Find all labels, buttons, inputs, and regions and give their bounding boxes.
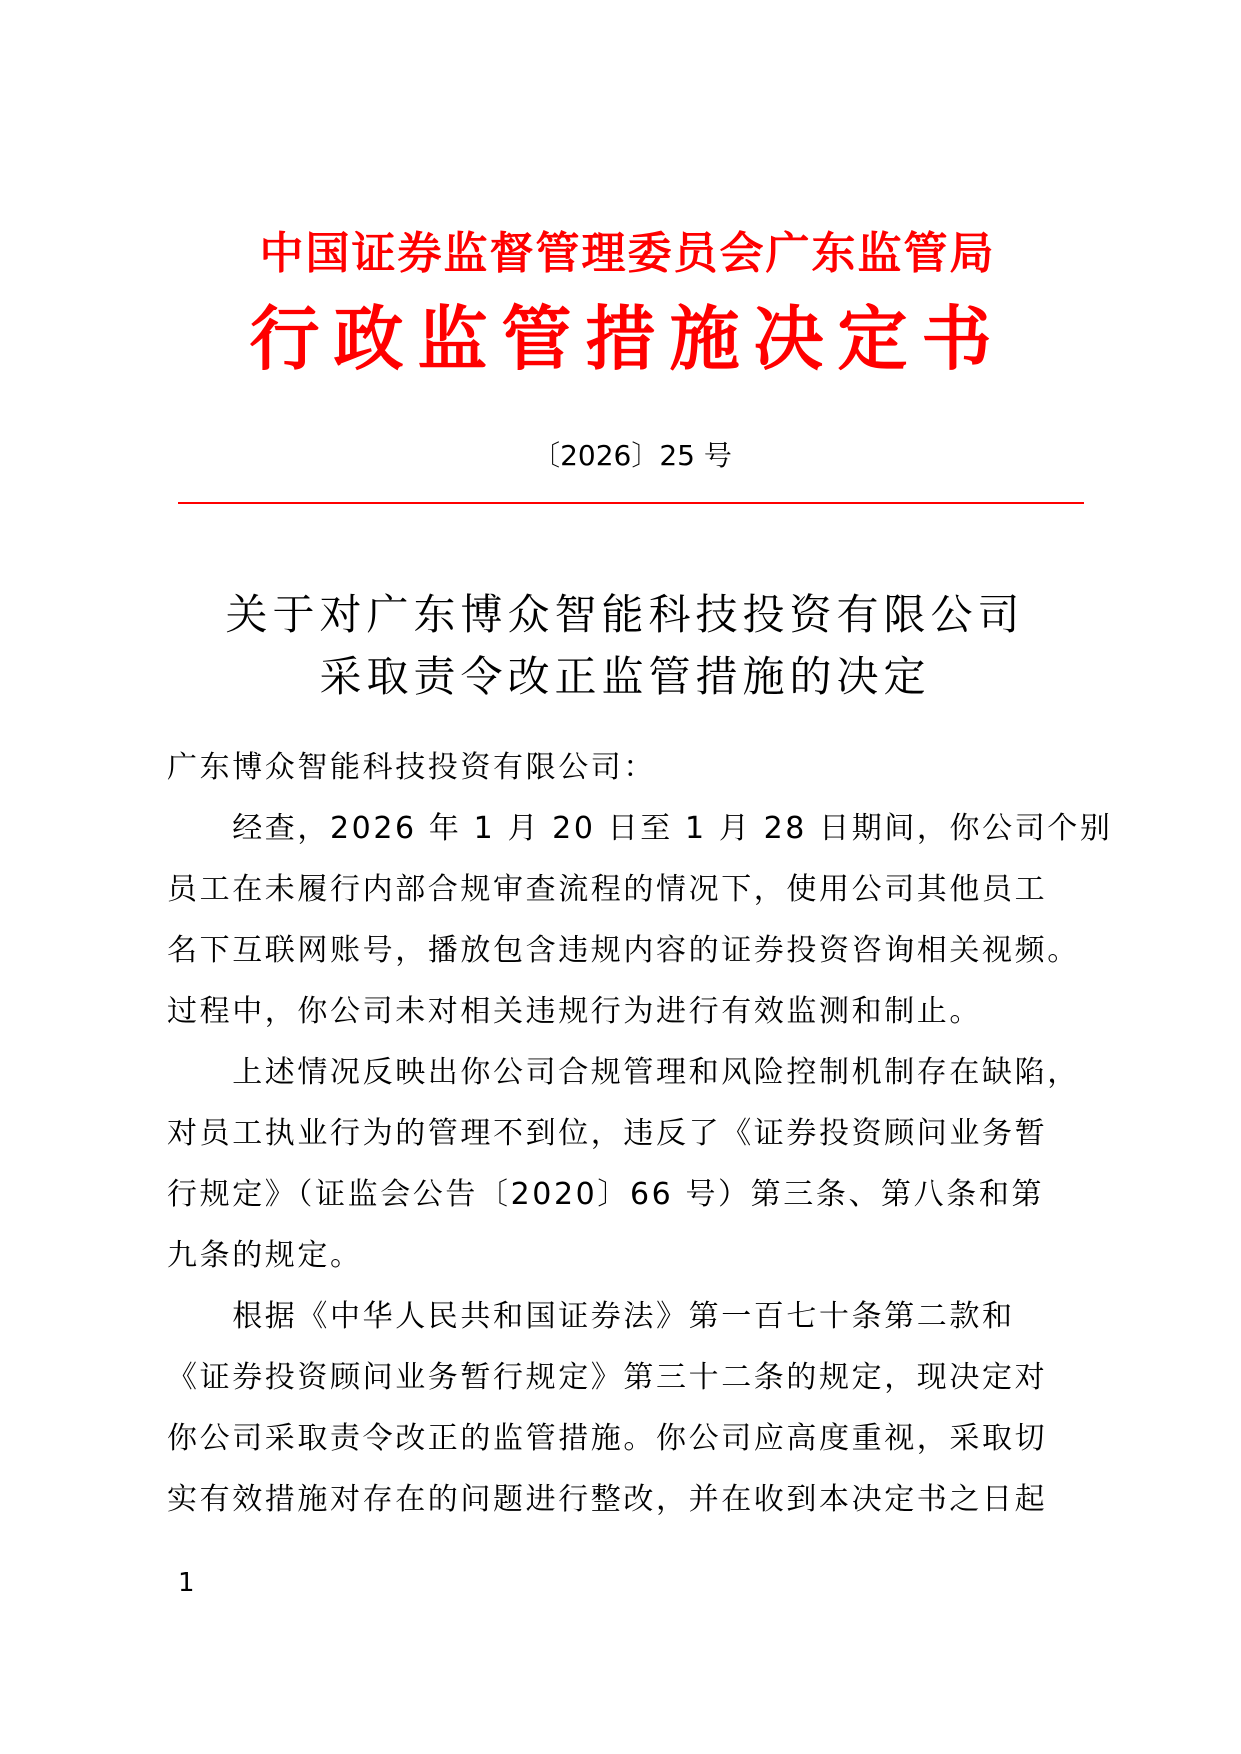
body-line: 经查，2026 年 1 月 20 日至 1 月 28 日期间，你公司个别: [167, 811, 1113, 846]
issuer-title: 中国证券监督管理委员会广东监管局: [259, 228, 996, 279]
subject-title-line-1: 关于对广东博众智能科技投资有限公司: [225, 590, 1025, 639]
body-line: 上述情况反映出你公司合规管理和风险控制机制存在缺陷，: [167, 1055, 1080, 1090]
body-line: 名下互联网账号，播放包含违规内容的证券投资咨询相关视频。: [167, 933, 1080, 968]
body-line: 根据《中华人民共和国证券法》第一百七十条第二款和: [167, 1299, 1015, 1334]
body-line: 你公司采取责令改正的监管措施。你公司应高度重视，采取切: [167, 1421, 1048, 1456]
body-line: 对员工执业行为的管理不到位，违反了《证券投资顾问业务暂: [167, 1116, 1048, 1151]
body-line: 过程中，你公司未对相关违规行为进行有效监测和制止。: [167, 994, 982, 1029]
body-line: 员工在未履行内部合规审查流程的情况下，使用公司其他员工: [167, 872, 1048, 907]
body-line: 行规定》（证监会公告〔2020〕66 号）第三条、第八条和第: [167, 1177, 1045, 1212]
document-type-title: 行政监管措施决定书: [249, 298, 1006, 380]
body-line: 《证券投资顾问业务暂行规定》第三十二条的规定，现决定对: [167, 1360, 1048, 1395]
salutation: 广东博众智能科技投资有限公司：: [167, 750, 656, 785]
body-line: 实有效措施对存在的问题进行整改，并在收到本决定书之日起: [167, 1482, 1048, 1517]
body-line: 九条的规定。: [167, 1238, 363, 1273]
document-number: 〔2026〕25 号: [532, 439, 732, 472]
page-number: 1: [178, 1568, 195, 1598]
red-divider-rule: [178, 502, 1084, 504]
subject-title-line-2: 采取责令改正监管措施的决定: [319, 652, 931, 701]
